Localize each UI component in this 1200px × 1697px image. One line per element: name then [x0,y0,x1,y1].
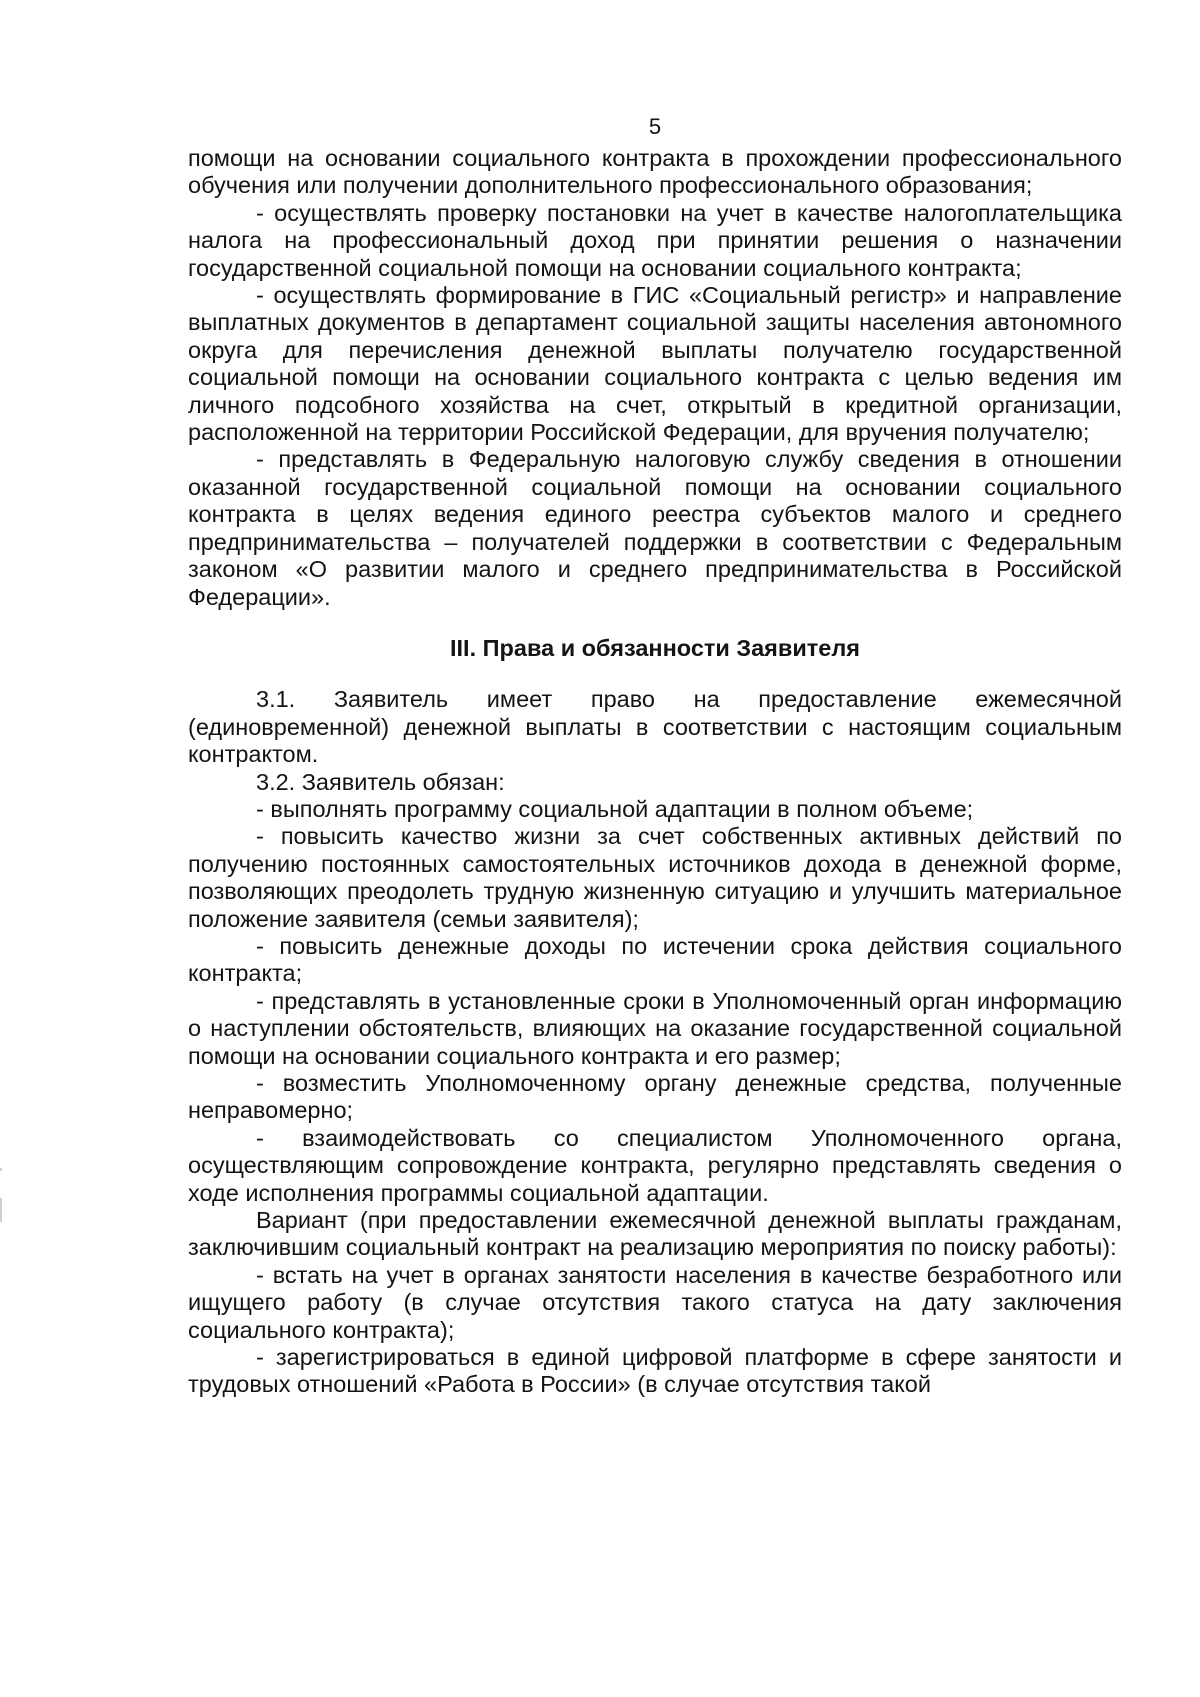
list-item-adaptation-program: - выполнять программу социальной адаптации в полном объеме; [256,795,974,822]
scan-artifact [0,1198,2,1222]
list-item-work-in-russia-platform: - зарегистрироваться в единой цифровой платформе в сфере занятости и трудовых отношений «Работа в России» (в случае отсутствия такой [188,1344,1122,1398]
list-item-report-circumstances: - представлять в установленные сроки в Уполномоченный орган информацию о наступлении обстоятельств, влияющих на оказание государственной социальной помощи на основании социального контракта и его размер; [188,987,1122,1069]
list-item-income-increase: - повысить денежные доходы по истечении срока действия социального контракта; [188,932,1122,987]
scan-artifact [0,1168,2,1171]
list-item-reimburse-funds: - возместить Уполномоченному органу денежные средства, полученные неправомерно; [188,1070,1122,1124]
paragraph-tax-check: - осуществлять проверку постановки на учет в качестве налогоплательщика налога на профессиональный доход при принятии решения о назначении государственной социальной помощи на основании социального контракта; [188,199,1122,281]
list-item-employment-registration: - встать на учет в органах занятости населения в качестве безработного или ищущего работу (в случае отсутствия такого статуса на дату заключения социального контракта); [188,1261,1122,1343]
paragraph-3-1: 3.1. Заявитель имеет право на предоставление ежемесячной (единовременной) денежной выплаты в соответствии с настоящим социальным контрактом. [188,686,1122,768]
paragraph-variant-job-search: Вариант (при предоставлении ежемесячной денежной выплаты гражданам, заключившим социальный контракт на реализацию мероприятия по поиску работы): [188,1207,1122,1261]
paragraph-continuation: помощи на основании социального контракта в прохождении профессионального обучения или получении дополнительного профессионального образования; [188,145,1122,199]
page-number: 5 [648,114,662,139]
paragraph-social-register: - осуществлять формирование в ГИС «Социальный регистр» и направление выплатных документов в департамент социальной защиты населения автономного округа для перечисления денежной выплаты получателю государственной социальной помощи на основании социального контракта с целью ведения им личного подсобного хозяйства на счет, открытый в кредитной организации, расположенной на территории Российской Федерации, для вручения получателю; [188,282,1122,446]
list-item-quality-of-life: - повысить качество жизни за счет собственных активных действий по получению постоянных самостоятельных источников дохода в денежной форме, позволяющих преодолеть трудную жизненную ситуацию и улучшить материальное положение заявителя (семьи заявителя); [188,823,1122,932]
paragraph-tax-service: - представлять в Федеральную налоговую службу сведения в отношении оказанной государственной социальной помощи на основании социального контракта в целях ведения единого реестра субъектов малого и среднего предпринимательства – получателей поддержки в соответствии с Федеральным законом «О развитии малого и среднего предпринимательства в Российской Федерации». [188,446,1122,610]
document-body [188,145,1122,1399]
section-heading: III. Права и обязанности Заявителя [450,634,860,661]
paragraph-3-2: 3.2. Заявитель обязан: [256,768,505,795]
list-item-cooperate-specialist: - взаимодействовать со специалистом Уполномоченного органа, осуществляющим сопровождение контракта, регулярно представлять сведения о ходе исполнения программы социальной адаптации. [188,1124,1122,1206]
